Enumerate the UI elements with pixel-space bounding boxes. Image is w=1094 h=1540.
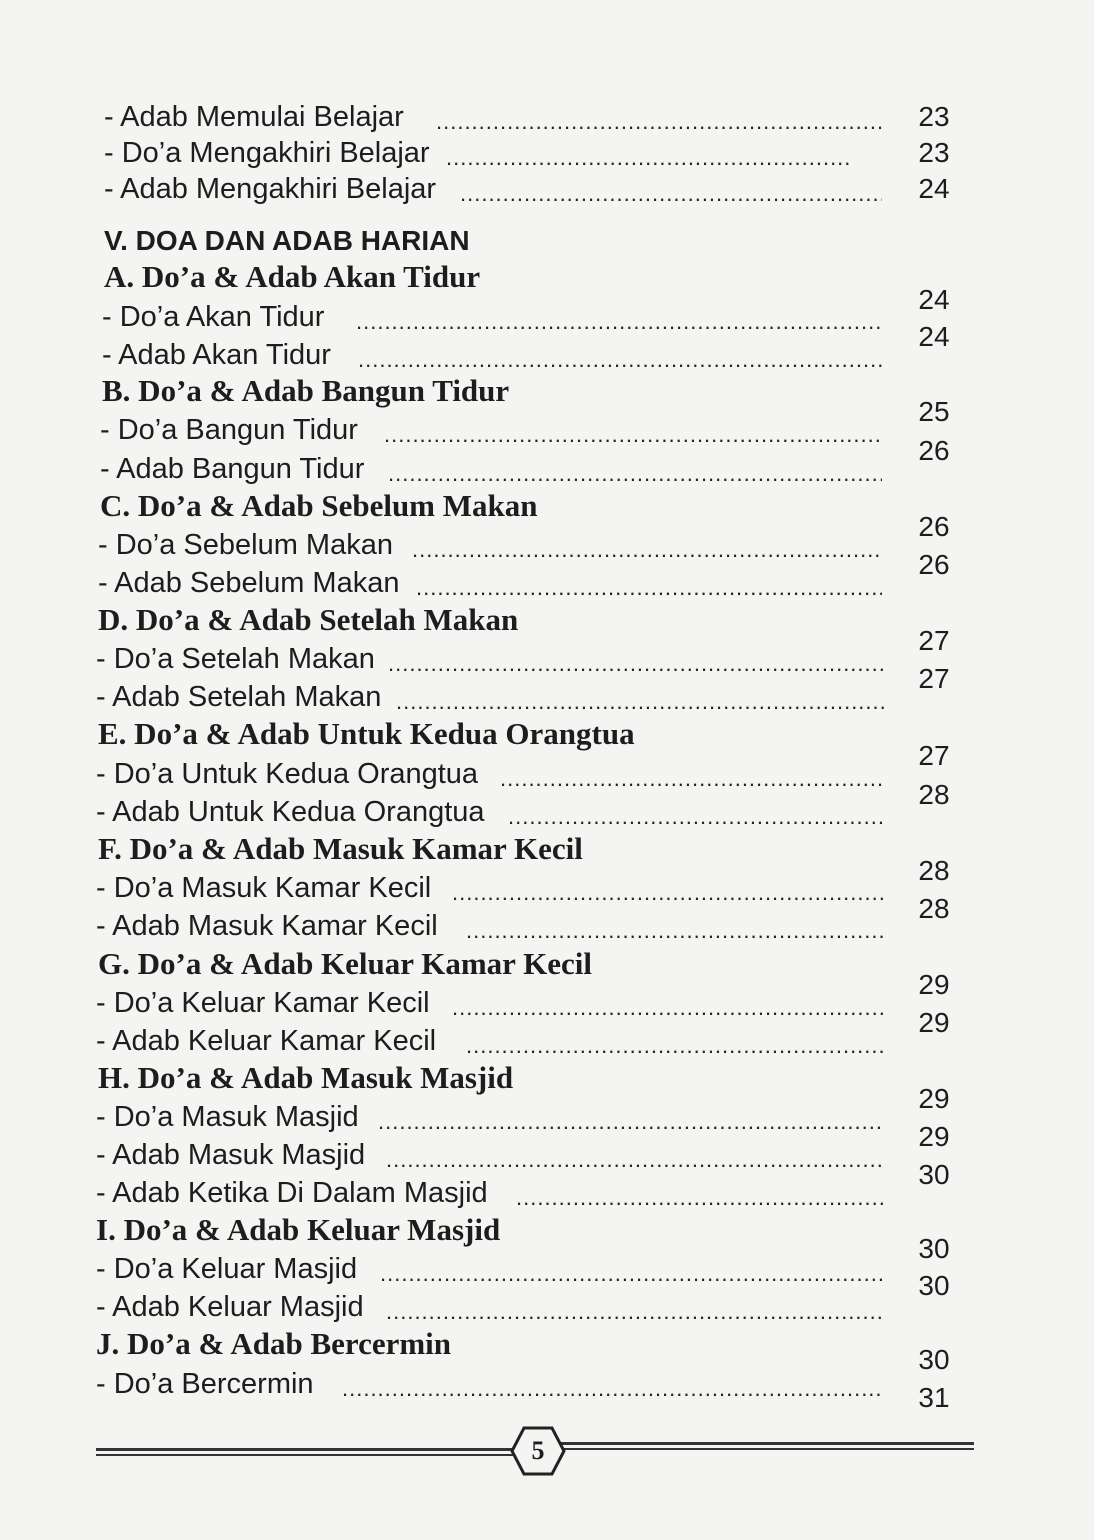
dot-leader [516, 1174, 884, 1212]
dot-leader [380, 1250, 884, 1288]
toc-entry-label: - Do’a Mengakhiri Belajar [104, 137, 430, 169]
toc-entry-page: 29 [918, 969, 950, 1000]
toc-entry-page: 30 [918, 1159, 950, 1190]
toc-entry-label: - Do’a Sebelum Makan [98, 529, 393, 561]
dot-leader [460, 170, 882, 208]
dot-leader [386, 1288, 884, 1326]
toc-entry-page: 23 [918, 137, 950, 168]
toc-entry-label: - Adab Memulai Belajar [104, 101, 404, 133]
toc-entry-label: - Do’a Bercermin [96, 1368, 314, 1400]
toc-entry-page: 28 [918, 855, 950, 886]
toc-entry-label: - Adab Masuk Kamar Kecil [96, 910, 438, 942]
footer-rule [560, 1448, 974, 1450]
footer-rule [96, 1454, 516, 1456]
dot-leader [386, 1136, 884, 1174]
page-footer [0, 1420, 1094, 1490]
section-title-text: A. Do’a & Adab Akan Tidur [104, 259, 481, 294]
toc-entry-page: 28 [918, 893, 950, 924]
chapter-title-text: V. DOA DAN ADAB HARIAN [104, 225, 470, 256]
dot-leader [466, 907, 884, 945]
toc-entry [0, 134, 1094, 172]
toc-entry-label: - Adab Setelah Makan [96, 681, 382, 713]
dot-leader [416, 564, 882, 602]
toc-entry [0, 98, 1094, 136]
section-title-text: D. Do’a & Adab Setelah Makan [98, 602, 519, 637]
toc-entry-label: - Do’a Keluar Kamar Kecil [96, 987, 430, 1019]
section-title-text: H. Do’a & Adab Masuk Masjid [98, 1060, 514, 1095]
dot-leader [452, 984, 884, 1022]
section-title-text: G. Do’a & Adab Keluar Kamar Kecil [98, 946, 592, 981]
dot-leader [396, 678, 884, 716]
toc-entry-page: 30 [918, 1233, 950, 1264]
toc-entry-page: 29 [918, 1007, 950, 1038]
toc-entry-label: - Do’a Masuk Kamar Kecil [96, 872, 432, 904]
toc-entry-label: - Adab Untuk Kedua Orangtua [96, 796, 485, 828]
chapter-title [0, 222, 1094, 260]
toc-entry-label: - Do’a Akan Tidur [102, 301, 325, 333]
dot-leader [452, 869, 884, 907]
toc-entry-label: - Adab Ketika Di Dalam Masjid [96, 1177, 488, 1209]
toc-entry-label: - Do’a Keluar Masjid [96, 1253, 358, 1285]
dot-leader [412, 526, 882, 564]
dot-leader [500, 755, 884, 793]
section-title-text: F. Do’a & Adab Masuk Kamar Kecil [98, 831, 583, 866]
dot-leader [466, 1022, 884, 1060]
toc-entry-label: - Adab Keluar Masjid [96, 1291, 364, 1323]
toc-entry-page: 24 [918, 284, 950, 315]
toc-entry [0, 170, 1094, 208]
toc-entry-page: 31 [918, 1382, 950, 1413]
toc-entry-page: 24 [918, 321, 950, 352]
toc-entry-page: 26 [918, 435, 950, 466]
dot-leader [356, 298, 882, 336]
toc-entry-page: 26 [918, 511, 950, 542]
footer-rule [560, 1442, 974, 1445]
toc-entry-page: 26 [918, 549, 950, 580]
dot-leader [378, 1098, 884, 1136]
dot-leader [358, 336, 882, 374]
toc-entry-page: 24 [918, 173, 950, 204]
toc-entry-page: 27 [918, 625, 950, 656]
toc-entry-label: - Do’a Setelah Makan [96, 643, 375, 675]
toc-entry-label: - Adab Bangun Tidur [100, 453, 365, 485]
toc-entry-page: 28 [918, 779, 950, 810]
dot-leader [384, 411, 882, 449]
section-title-text: J. Do’a & Adab Bercermin [96, 1326, 452, 1361]
toc-entry-label: - Adab Akan Tidur [102, 339, 331, 371]
toc-entry-label: - Adab Sebelum Makan [98, 567, 400, 599]
toc-entry-page: 30 [918, 1344, 950, 1375]
toc-entry-label: - Adab Mengakhiri Belajar [104, 173, 437, 205]
section-title-text: B. Do’a & Adab Bangun Tidur [102, 373, 510, 408]
page-number-badge [510, 1426, 566, 1476]
toc-entry-label: - Adab Masuk Masjid [96, 1139, 366, 1171]
dot-leader [436, 98, 882, 136]
dot-leader [388, 640, 884, 678]
dot-leader [446, 134, 850, 172]
dot-leader [388, 450, 882, 488]
toc-entry-page: 25 [918, 396, 950, 427]
footer-rule [96, 1448, 516, 1451]
toc-entry-label: - Do’a Bangun Tidur [100, 414, 358, 446]
dot-leader [508, 793, 884, 831]
section-title-text: E. Do’a & Adab Untuk Kedua Orangtua [98, 716, 635, 751]
toc-entry-label: - Do’a Masuk Masjid [96, 1101, 359, 1133]
page-number: 5 [531, 1436, 545, 1465]
toc-entry-page: 27 [918, 740, 950, 771]
toc-entry-page: 29 [918, 1083, 950, 1114]
section-title-text: I. Do’a & Adab Keluar Masjid [96, 1212, 501, 1247]
section-title-text: C. Do’a & Adab Sebelum Makan [100, 488, 538, 523]
dot-leader [342, 1365, 884, 1403]
toc-entry-label: - Do’a Untuk Kedua Orangtua [96, 758, 479, 790]
toc-entry-page: 29 [918, 1121, 950, 1152]
toc-entry-label: - Adab Keluar Kamar Kecil [96, 1025, 437, 1057]
toc-entry-page: 27 [918, 663, 950, 694]
toc-entry-page: 23 [918, 101, 950, 132]
toc-entry-page: 30 [918, 1270, 950, 1301]
